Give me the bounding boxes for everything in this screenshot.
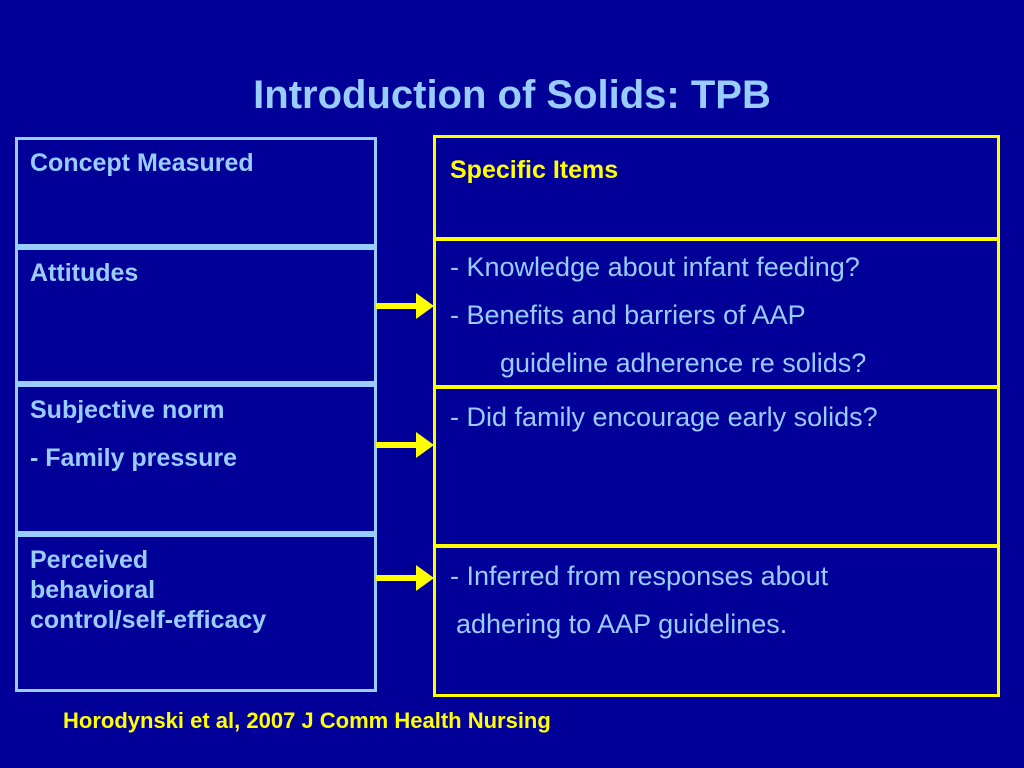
concept-pbc-line-2: behavioral (30, 576, 156, 604)
concept-header-cell (15, 137, 377, 247)
items-attitudes-line-2: - Benefits and barriers of AAP (450, 300, 806, 330)
items-pbc-line-2: adhering to AAP guidelines. (456, 609, 788, 639)
citation: Horodynski et al, 2007 J Comm Health Nursing (63, 708, 551, 733)
items-pbc-cell (433, 545, 1000, 697)
items-header-cell (433, 135, 1000, 240)
slide-title: Introduction of Solids: TPB (253, 73, 771, 117)
items-attitudes-line-3: guideline adherence re solids? (500, 348, 867, 378)
items-attitudes-cell (433, 238, 1000, 388)
right-arrow-icon (376, 431, 436, 459)
concept-pbc-line-3: control/self-efficacy (30, 606, 267, 634)
concept-family-pressure-label: - Family pressure (30, 444, 238, 472)
concept-pbc-line-1: Perceived (30, 546, 149, 574)
concept-attitudes-label: Attitudes (30, 259, 139, 287)
items-subjective-norm-cell (433, 386, 1000, 547)
items-subjective-norm-line-1: - Did family encourage early solids? (450, 402, 878, 432)
concept-subjective-norm-cell (15, 384, 377, 534)
items-pbc-line-1: - Inferred from responses about (450, 561, 829, 591)
concept-subjective-norm-label: Subjective norm (30, 396, 225, 424)
concept-attitudes-cell (15, 247, 377, 384)
right-arrow-icon (376, 564, 436, 592)
items-header-label: Specific Items (450, 156, 619, 184)
concept-pbc-cell (15, 534, 377, 692)
right-arrow-icon (376, 292, 436, 320)
items-attitudes-line-1: - Knowledge about infant feeding? (450, 252, 860, 282)
concept-header-label: Concept Measured (30, 149, 254, 177)
